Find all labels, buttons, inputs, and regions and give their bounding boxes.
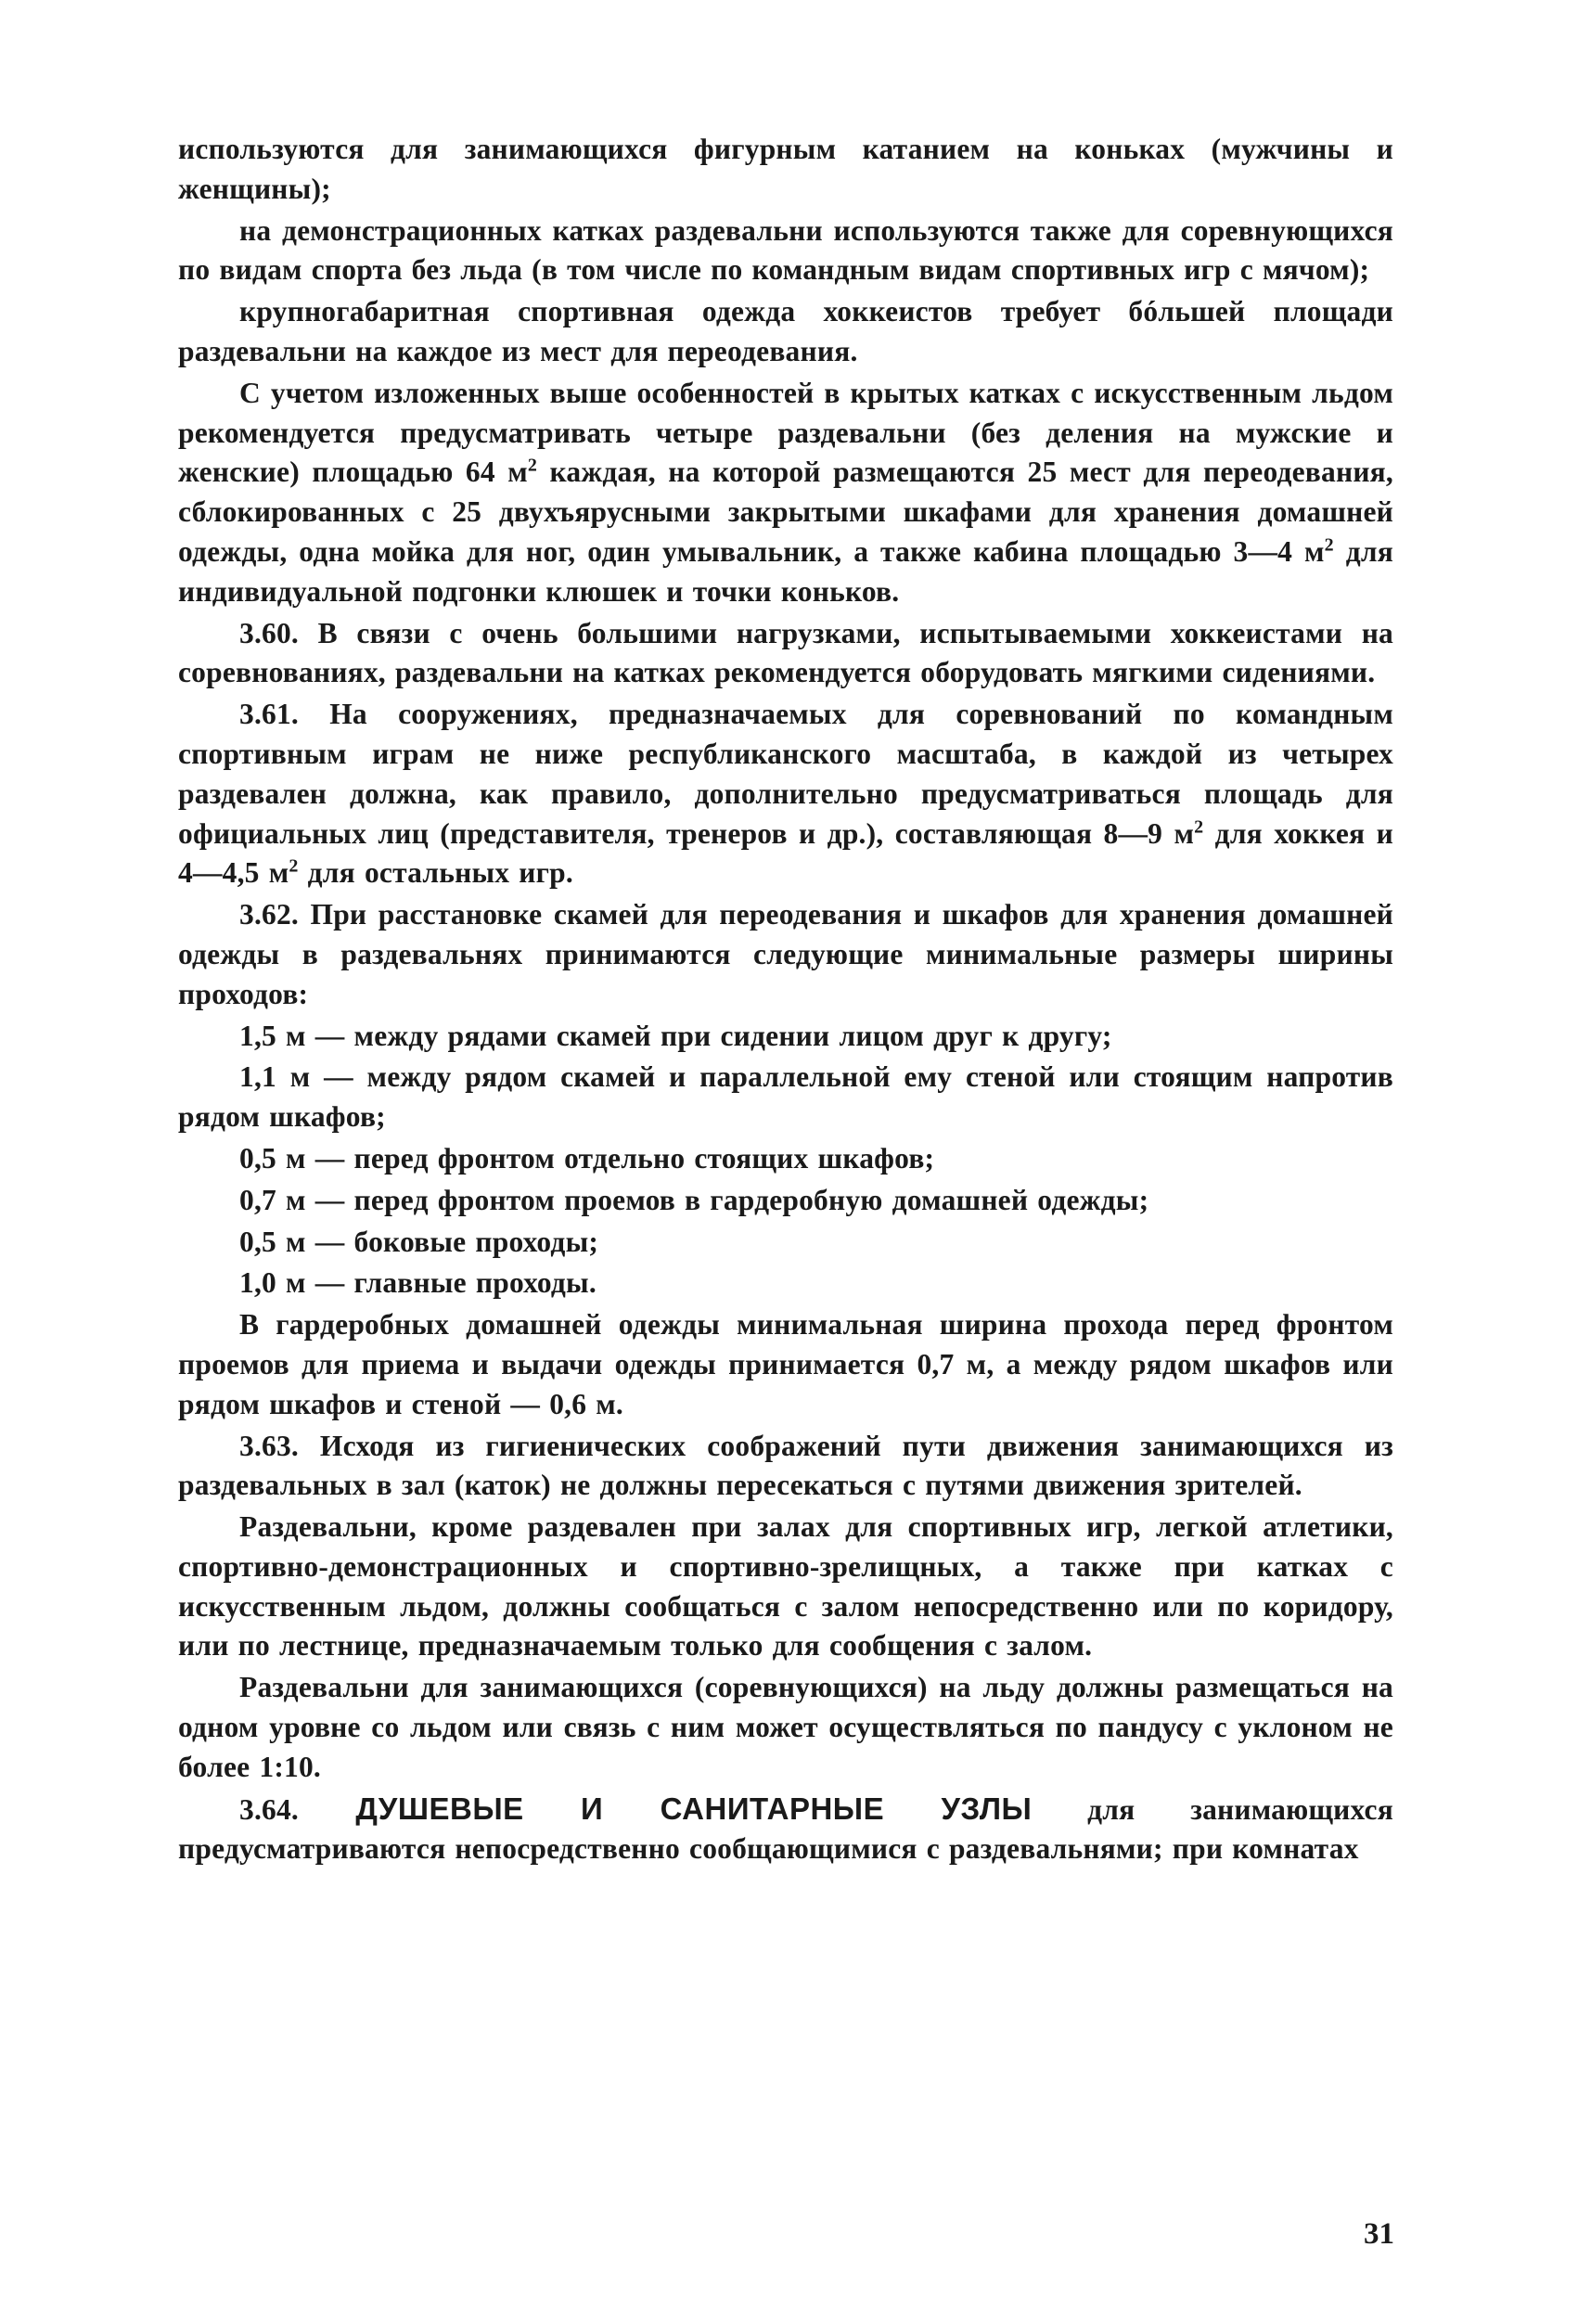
paragraph-text: 0,7 м — перед фронтом проемов в гардеробную домашней одежды;: [239, 1183, 1149, 1216]
paragraph-text: каждая, на которой размещаются 25 мест для переодевания, сблокированных с 25 двухъярусными закрытыми шкафами для хранения домашней одежды, одна мойка для ног, один умывальник, а также кабина площадью 3—4 м: [178, 456, 1393, 568]
paragraph-text: На сооружениях, предназначаемых для соревнований по командным спортивным играм не ниже республиканского масштаба, в каждой из четырех раздевален должна, как правило, дополнительно предусматриваться площадь для официальных лиц (представителя, тренеров и др.), составляющая 8—9 м: [178, 698, 1393, 850]
paragraph-text: на демонстрационных катках раздевальни используются также для соревнующихся по видам спорта без льда (в том числе по командным видам спортивных игр с мячом);: [178, 213, 1393, 287]
paragraph-text: 1,1 м — между рядом скамей и параллельной ему стеной или стоящим напротив рядом шкафов;: [178, 1060, 1393, 1134]
paragraph: [178, 1668, 1393, 1787]
paragraph-text: для остальных игр.: [298, 856, 573, 890]
list-item: [178, 1264, 1393, 1303]
paragraph: [178, 130, 1393, 210]
paragraph-text: 0,5 м — перед фронтом отдельно стоящих шкафов;: [239, 1141, 935, 1175]
section-number: 3.61.: [239, 698, 299, 731]
superscript: 2: [1324, 534, 1334, 556]
superscript: 2: [289, 855, 299, 877]
paragraph-text: С учетом изложенных выше особенностей в крытых катках с искусственным льдом рекомендуется предусматривать четыре раздевальни (без деления на мужские и женские) площадью 64 м: [178, 376, 1393, 489]
paragraph-text: В гардеробных домашней одежды минимальная ширина прохода перед фронтом проемов для приема и выдачи одежды принимается 0,7 м, а между рядом шкафов или рядом шкафов и стеной — 0,6 м.: [178, 1308, 1393, 1420]
paragraph: [178, 212, 1393, 291]
paragraph: [178, 1305, 1393, 1424]
section-number: 3.63.: [239, 1429, 299, 1462]
paragraph: [178, 895, 1393, 1014]
list-item: [178, 1058, 1393, 1137]
paragraph: [178, 695, 1393, 893]
list-item: [178, 1139, 1393, 1179]
paragraph-text: Раздевальни, кроме раздевален при залах для спортивных игр, легкой атлетики, спортивно-демонстрационных и спортивно-зрелищных, а также при катках с искусственным льдом, должны сообщаться с залом непосредственно или по коридору, или по лестнице, предназначаемым только для сообщения с залом.: [178, 1510, 1393, 1663]
page-number: 31: [1364, 2217, 1394, 2251]
paragraph-text: для индивидуальной подгонки клюшек и точки коньков.: [178, 534, 1394, 608]
list-item: [178, 1223, 1393, 1263]
paragraph: [178, 292, 1393, 372]
paragraph-text: 1,0 м — главные проходы.: [239, 1266, 597, 1300]
paragraph-text: 1,5 м — между рядами скамей при сидении лицом друг к другу;: [239, 1019, 1112, 1052]
paragraph-text: Раздевальни для занимающихся (соревнующихся) на льду должны размещаться на одном уровне со льдом или связь с ним может осуществляться по пандусу с уклоном не более 1:10.: [178, 1671, 1393, 1783]
paragraph-text: для занимающихся предусматриваются непосредственно сообщающимися с раздевальнями; при комнатах: [178, 1792, 1393, 1866]
superscript: 2: [1194, 816, 1204, 838]
list-item: [178, 1017, 1393, 1057]
section-heading: ДУШЕВЫЕ И САНИТАРНЫЕ УЗЛЫ: [299, 1791, 1033, 1826]
paragraph-text: используются для занимающихся фигурным катанием на коньках (мужчины и женщины);: [178, 133, 1393, 205]
paragraph-text: 0,5 м — боковые проходы;: [239, 1225, 599, 1258]
paragraph: [178, 614, 1393, 694]
paragraph-text: В связи с очень большими нагрузками, испытываемыми хоккеистами на соревнованиях, раздевальни на катках рекомендуется оборудовать мягкими сидениями.: [178, 616, 1393, 689]
paragraph-text: При расстановке скамей для переодевания и шкафов для хранения домашней одежды в раздевальнях принимаются следующие минимальные размеры ширины проходов:: [178, 898, 1393, 1010]
paragraph: [178, 1427, 1393, 1507]
document-page: [178, 130, 1393, 1871]
list-item: [178, 1181, 1393, 1221]
section-number: 3.62.: [239, 898, 299, 931]
section-number: 3.60.: [239, 616, 299, 649]
paragraph: [178, 1508, 1393, 1666]
section-number: 3.64.: [239, 1792, 299, 1826]
paragraph: [178, 1790, 1393, 1870]
paragraph-text: Исходя из гигиенических соображений пути движения занимающихся из раздевальных в зал (каток) не должны пересекаться с путями движения зрителей.: [178, 1429, 1393, 1502]
paragraph-text: для хоккея и 4—4,5 м: [178, 816, 1393, 890]
paragraph-text: крупногабаритная спортивная одежда хоккеистов требует бóльшей площади раздевальни на каждое из мест для переодевания.: [178, 295, 1393, 367]
superscript: 2: [527, 455, 538, 476]
paragraph: [178, 374, 1393, 612]
